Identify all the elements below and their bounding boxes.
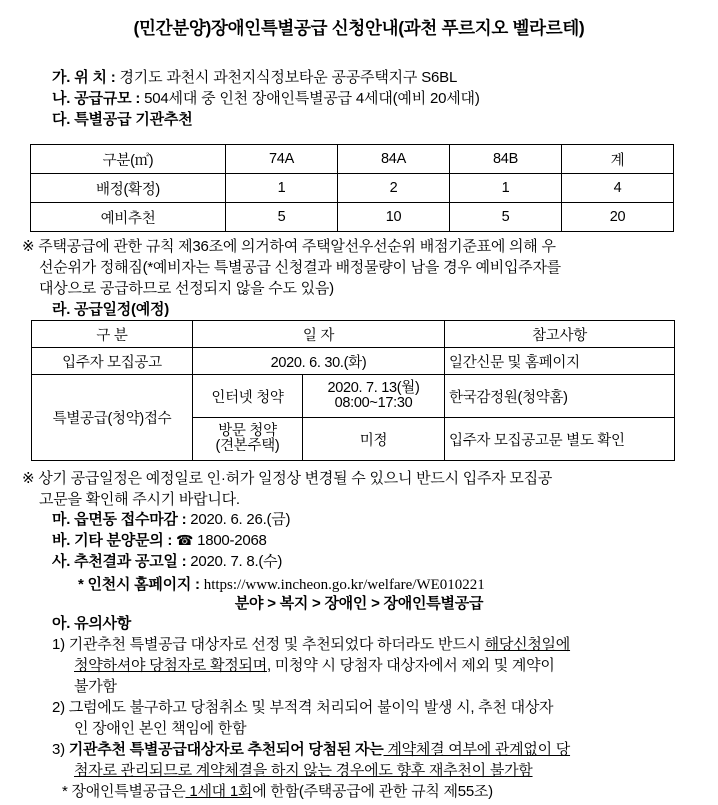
telephone-icon: ☎: [176, 533, 194, 549]
cell: 20: [562, 203, 674, 232]
table-schedule: [31, 320, 675, 461]
line-township-deadline-label: 마. 읍면동 접수마감 :: [52, 511, 187, 528]
line-supply-scale-value: 504세대 중 인천 장애인특별공급 4세대(예비 20세대): [144, 90, 480, 107]
line-cautions-heading: 아. 유의사항: [52, 615, 132, 632]
cell-subcategory: 인터넷 청약: [193, 375, 303, 418]
cell-date: [303, 375, 445, 418]
cell: 2: [338, 174, 450, 203]
line-other-inquiry: [52, 530, 267, 552]
row-header: 예비추천: [31, 203, 226, 232]
line-result-notice: [52, 551, 282, 572]
table-row: [32, 348, 675, 375]
table-row: [31, 203, 674, 232]
caution-3-seg2: 계약체결 여부에 관계없이 당: [383, 741, 571, 758]
note-rule-line2: 선순위가 정해짐(*예비자는 특별공급 신청결과 배정물량이 남을 경우 예비입주자를: [39, 259, 561, 276]
cell-date-time: 08:00~17:30: [334, 395, 413, 411]
line-supply-scale-label: 나. 공급규모 :: [52, 90, 141, 107]
cell-subcategory-line2: (견본주택): [215, 438, 280, 454]
cell: 4: [562, 174, 674, 203]
caution-1-line2-underline: 청약하셔야 당첨자로 확정되며: [74, 657, 267, 674]
note-rule-mark: ※: [22, 237, 35, 255]
note-schedule-line2: 고문을 확인해 주시기 바랍니다.: [39, 491, 240, 508]
caution-3-line2: 첨자로 관리되므로 계약체결을 하지 않는 경우에도 향후 재추천이 불가함: [74, 762, 533, 779]
cell: 84A: [338, 145, 450, 174]
caution-item-3: [52, 739, 712, 781]
caution-1-number: 1): [52, 636, 65, 653]
note-schedule-mark: ※: [22, 469, 35, 487]
page-title: (민간분양)장애인특별공급 신청안내(과천 푸르지오 벨라르테): [133, 18, 585, 38]
line-homepage-label: 인천시 홈페이지 :: [87, 576, 200, 593]
table-supply-scale: [30, 144, 674, 232]
note-rule: [22, 236, 702, 299]
note-rule-line3: 대상으로 공급하므로 선정되지 않을 수도 있음): [39, 280, 334, 297]
caution-2-number: 2): [52, 699, 65, 716]
line-location-label: 가. 위 치 :: [52, 69, 116, 86]
final-note-bullet: *: [62, 783, 68, 800]
cell-subcategory: [193, 418, 303, 461]
table-row: [32, 321, 675, 348]
cell-date: 2020. 6. 30.(화): [193, 348, 445, 375]
column-header-remark: 참고사항: [445, 321, 675, 348]
table-row: [31, 145, 674, 174]
line-special-recommend: [52, 109, 718, 130]
line-schedule-heading: 라. 공급일정(예정): [52, 301, 170, 318]
cell-date: 미정: [303, 418, 445, 461]
row-header: 배정(확정): [31, 174, 226, 203]
line-special-recommend-label: 다. 특별공급 기관추천: [52, 111, 193, 128]
line-other-inquiry-label: 바. 기타 분양문의 :: [52, 532, 173, 549]
line-supply-scale: [52, 88, 718, 109]
cell: 1: [226, 174, 338, 203]
cell-remark: 한국감정원(청약홈): [445, 375, 675, 418]
cell: 74A: [226, 145, 338, 174]
line-other-inquiry-value: 1800-2068: [197, 532, 267, 549]
cell-subcategory-line1: 방문 청약: [218, 423, 277, 439]
note-schedule-line1: 상기 공급일정은 예정일로 인·허가 일정상 변경될 수 있으니 반드시 입주자 모집공: [38, 470, 553, 487]
caution-1-seg2: 해당신청일에: [484, 636, 571, 653]
final-note-seg1: 장애인특별공급은: [71, 783, 186, 800]
cell: 1: [450, 174, 562, 203]
caution-2-line2: 인 장애인 본인 책임에 한함: [74, 720, 247, 737]
column-header-date: 일 자: [193, 321, 445, 348]
cell-category: 입주자 모집공고: [32, 348, 193, 375]
cell: 계: [562, 145, 674, 174]
homepage-bullet: *: [78, 576, 84, 593]
cell-date-day: 2020. 7. 13(월): [327, 380, 420, 396]
final-note-seg3: 에 한함(주택공급에 관한 규칙 제55조): [252, 783, 493, 800]
cell: 10: [338, 203, 450, 232]
table-row: [32, 375, 675, 418]
final-note: [62, 781, 718, 802]
line-location-value: 경기도 과천시 과천지식정보타운 공공주택지구 S6BL: [119, 69, 458, 86]
cell-category: 특별공급(청약)접수: [32, 375, 193, 461]
line-result-notice-value: 2020. 7. 8.(수): [190, 553, 283, 570]
homepage-url[interactable]: https://www.incheon.go.kr/welfare/WE010221: [203, 577, 485, 593]
caution-item-1: [52, 634, 712, 697]
line-result-notice-label: 사. 추천결과 공고일 :: [52, 553, 187, 570]
note-rule-line1: 주택공급에 관한 규칙 제36조에 의거하여 주택알선우선순위 배점기준표에 의해 우: [38, 238, 556, 255]
cell-remark: 일간신문 및 홈페이지: [445, 348, 675, 375]
column-header-category: 구 분: [32, 321, 193, 348]
caution-3-number: 3): [52, 741, 65, 758]
cell: 5: [450, 203, 562, 232]
caution-1-line3: 불가함: [74, 678, 117, 695]
table-row: [31, 174, 674, 203]
caution-3-seg1: 기관추천 특별공급대상자로 추천되어 당첨된 자는: [68, 741, 384, 758]
row-header: 구분(㎡): [31, 145, 226, 174]
caution-1-seg1: 기관추천 특별공급 대상자로 선정 및 추천되었다 하더라도 반드시: [68, 636, 485, 653]
final-note-seg2: 1세대 1회: [185, 783, 253, 800]
caution-2-line1: 그럼에도 불구하고 당첨취소 및 부적격 처리되어 불이익 발생 시, 추천 대상자: [68, 699, 554, 716]
intro-lines: [0, 67, 718, 130]
breadcrumb: 분야 > 복지 > 장애인 > 장애인특별공급: [234, 595, 484, 612]
line-location: [52, 67, 718, 88]
caution-item-2: [52, 697, 712, 739]
line-township-deadline-value: 2020. 6. 26.(금): [190, 511, 291, 528]
caution-1-line2-plain: , 미청약 시 당첨자 대상자에서 제외 및 계약이: [266, 657, 555, 674]
line-township-deadline: [52, 509, 290, 530]
note-schedule: [22, 468, 702, 510]
cell: 5: [226, 203, 338, 232]
cell: 84B: [450, 145, 562, 174]
cell-remark: 입주자 모집공고문 별도 확인: [445, 418, 675, 461]
